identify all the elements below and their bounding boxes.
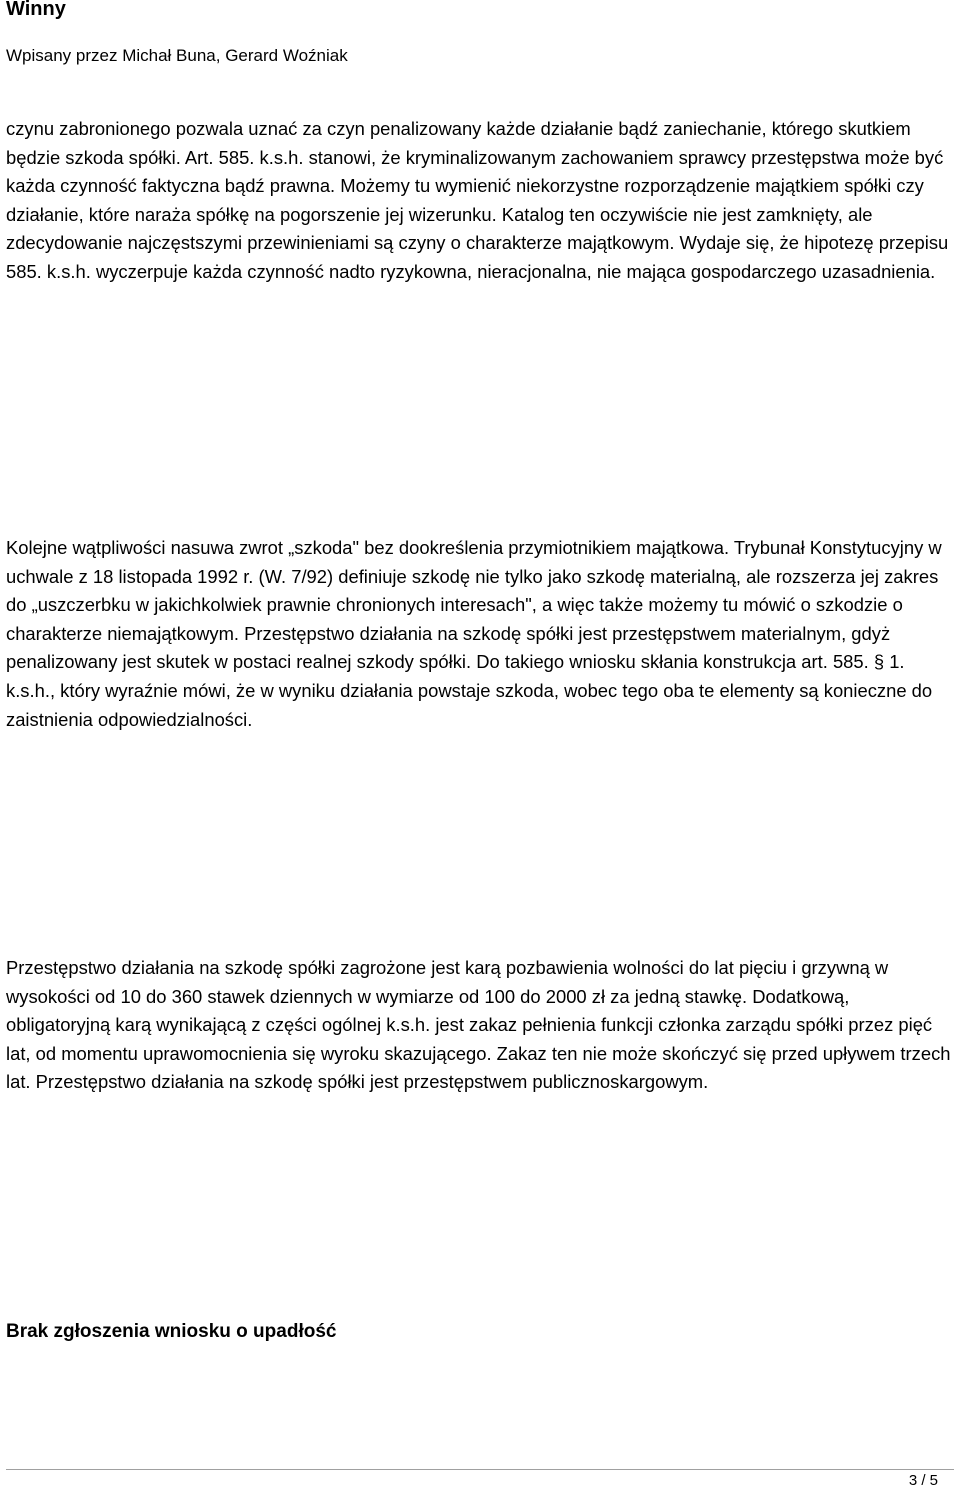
section-heading: Brak zgłoszenia wniosku o upadłość [6, 1321, 337, 1342]
body-paragraph: Kolejne wątpliwości nasuwa zwrot „szkoda" bez dookreślenia przymiotnikiem majątkowa. Trybunał Konstytucyjny w uchwale z 18 listopada 1992 r. (W. 7/92) definiuje szkodę nie tylko jako szkodę materialną, ale rozszerza jej zakres do „uszczerbku w jakichkolwiek prawnie chronionych interesach", a więc także możemy tu mówić o szkodzie o charakterze niemajątkowym. Przestępstwo działania na szkodę spółki jest przestępstwem materialnym, gdyż penalizowany jest skutek w postaci realnej szkody spółki. Do takiego wniosku skłania konstrukcja art. 585. § 1. k.s.h., który wyraźnie mówi, że w wyniku działania powstaje szkoda, wobec tego oba te elementy są konieczne do zaistnienia odpowiedzialności. [6, 537, 942, 730]
body-paragraph: Przestępstwo działania na szkodę spółki zagrożone jest karą pozbawienia wolności do lat pięciu i grzywną w wysokości od 10 do 360 stawek dziennych w wymiarze od 100 do 2000 zł za jedną stawkę. Dodatkową, obligatoryjną karą wynikającą z części ogólnej k.s.h. jest zakaz pełnienia funkcji członka zarządu spółki przez pięć lat, od momentu uprawomocnienia się wyroku skazującego. Zakaz ten nie może skończyć się przed upływem trzech lat. Przestępstwo działania na szkodę spółki jest przestępstwem publicznoskargowym. [6, 957, 951, 1093]
document-title: Winny [6, 0, 66, 20]
document-author: Wpisany przez Michał Buna, Gerard Woźniak [6, 46, 348, 65]
body-paragraph: czynu zabronionego pozwala uznać za czyn penalizowany każde działanie bądź zaniechanie, którego skutkiem będzie szkoda spółki. Art. 585. k.s.h. stanowi, że kryminalizowanym zachowaniem sprawcy przestępstwa może być każda czynność faktyczna bądź prawna. Możemy tu wymienić niekorzystne rozporządzenie majątkiem spółki czy działanie, które naraża spółkę na pogorszenie jej wizerunku. Katalog ten oczywiście nie jest zamknięty, ale zdecydowanie najczęstszymi przewinieniami są czyny o charakterze majątkowym. Wydaje się, że hipotezę przepisu 585. k.s.h. wyczerpuje każda czynność nadto ryzykowna, nieracjonalna, nie mająca gospodarczego uzasadnienia. [6, 118, 949, 282]
page-number: 3 / 5 [908, 1472, 938, 1489]
footer-divider [6, 1469, 954, 1470]
